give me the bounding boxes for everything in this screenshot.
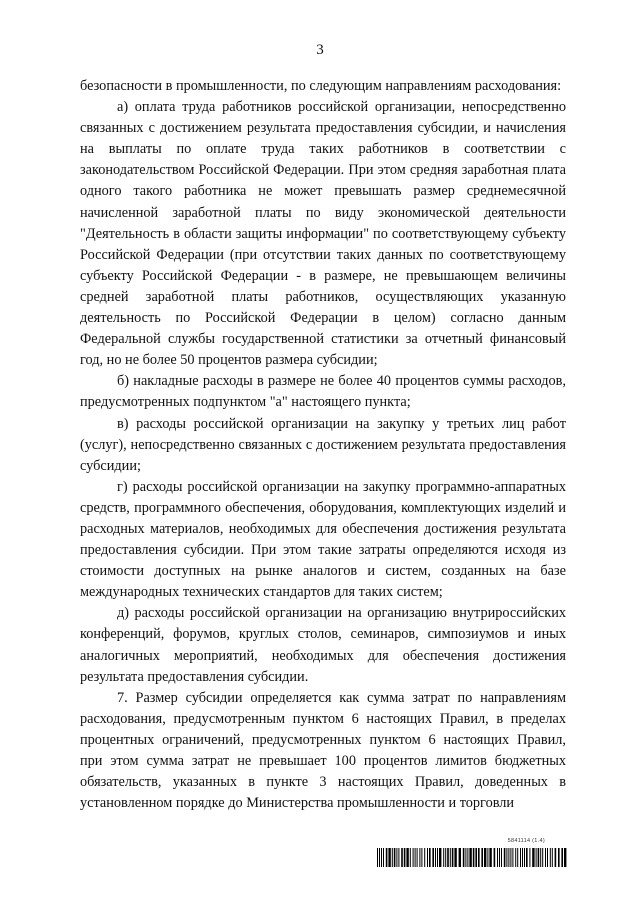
paragraph-item-a: а) оплата труда работников российской организации, непосредственно связанных с достижением результата предоставления субсидии, и начисления на выплаты по оплате труда таких работников в соответствии с законодательством Российской Федерации. При этом средняя заработная плата одного такого работника не может превышать размер среднемесячной начисленной заработной платы по виду экономической деятельности "Деятельность в области защиты информации" по соответствующему субъекту Российской Федерации (при отсутствии таких данных по соответствующему субъекту Российской Федерации - в размере, не превышающем величины средней заработной платы работников, осуществляющих указанную деятельность по Российской Федерации в целом) согласно данным Федеральной службы государственной статистики за отчетный финансовый год, но не более 50 процентов размера субсидии; [80, 99, 566, 369]
barcode-bar [564, 848, 566, 867]
barcode-bar [515, 848, 516, 867]
barcode-bar [558, 848, 560, 867]
barcode-bar [526, 848, 528, 867]
barcode-bar [398, 848, 399, 867]
barcode-bar [419, 848, 420, 867]
barcode-bar [394, 848, 396, 867]
barcode-bar [388, 848, 390, 867]
barcode-bar [538, 848, 540, 867]
barcode-bar [439, 848, 441, 867]
barcode-bar [424, 848, 425, 867]
barcode-bar [501, 848, 502, 867]
barcode-bar [452, 848, 454, 867]
barcode-bar [555, 848, 557, 867]
barcode-bar [410, 848, 411, 867]
barcode-bar [386, 848, 388, 867]
paragraph-intro: безопасности в промышленности, по следующим направлениям расходования: [80, 78, 562, 94]
barcode-bar [377, 848, 378, 867]
barcode-bar [550, 848, 551, 867]
barcode-bar [445, 848, 446, 867]
barcode-bar [494, 848, 496, 867]
barcode-bar [497, 848, 498, 867]
barcode-bar [489, 848, 491, 867]
barcode-bar [450, 848, 451, 867]
barcode-bar [529, 848, 530, 867]
barcode-bar [536, 848, 537, 867]
barcode-image [377, 848, 567, 867]
barcode-bar [467, 848, 468, 867]
barcode-bar [465, 848, 466, 867]
barcode-bar [561, 848, 563, 867]
paragraph-clause-7: 7. Размер субсидии определяется как сумма затрат по направлениям расходования, предусмотренным пунктом 6 настоящих Правил, в пределах процентных ограничений, предусмотренных пунктом 6 настоящих Правил, при этом сумма затрат не превышает 100 процентов лимитов бюджетных обязательств, указанных в пункте 3 настоящих Правил, доведенных в установленном порядке до Министерства промышленности и торговли [80, 689, 566, 812]
barcode-bar [484, 848, 486, 867]
document-code: 5841114 (1.4) [507, 838, 545, 844]
barcode-bar [524, 848, 525, 867]
barcode-bar [383, 848, 384, 867]
barcode-bar [487, 848, 488, 867]
barcode-bar [413, 848, 414, 867]
barcode-bar [381, 848, 382, 867]
page-number: 3 [316, 42, 324, 58]
barcode-bar [481, 848, 483, 867]
paragraph-item-d: д) расходы российской организации на организацию внутрироссийских конференций, форумов, круглых столов, семинаров, симпозиумов и иных аналогичных мероприятий, необходимых для обеспечения достижения результата предоставления субсидии. [80, 605, 566, 685]
barcode-bar [417, 848, 418, 867]
barcode-bar [437, 848, 438, 867]
barcode-bar [404, 848, 406, 867]
barcode-bar [396, 848, 397, 867]
barcode-bar [401, 848, 403, 867]
barcode-bar [520, 848, 521, 867]
barcode-bar [547, 848, 548, 867]
barcode-bar [478, 848, 480, 867]
barcode-bar [508, 848, 509, 867]
barcode-bar [392, 848, 393, 867]
barcode-bar [504, 848, 506, 867]
paragraph-item-b: б) накладные расходы в размере не более 40 процентов суммы расходов, предусмотренных подпунктом "а" настоящего пункта; [80, 373, 566, 411]
barcode-bar [429, 848, 431, 867]
paragraph-item-v: в) расходы российской организации на закупку у третьих лиц работ (услуг), непосредственно связанных с достижением результата предоставления субсидии; [80, 415, 566, 474]
barcode-bar [469, 848, 471, 867]
barcode-bar [506, 848, 507, 867]
barcode-bar [427, 848, 428, 867]
barcode-bar [463, 848, 465, 867]
barcode-bar [421, 848, 422, 867]
barcode-bar [522, 848, 523, 867]
barcode-bar [415, 848, 416, 867]
barcode-bar [499, 848, 500, 867]
barcode-bar [532, 848, 534, 867]
barcode-bar [435, 848, 436, 867]
barcode-bar [510, 848, 511, 867]
barcode-bar [447, 848, 449, 867]
barcode-bar [406, 848, 408, 867]
barcode-bar [552, 848, 553, 867]
barcode-bar [473, 848, 475, 867]
barcode-bar [545, 848, 546, 867]
barcode-bar [379, 848, 380, 867]
barcode-bar [517, 848, 518, 867]
barcode-bar [540, 848, 541, 867]
barcode-bar [512, 848, 513, 867]
barcode-bar [454, 848, 456, 867]
barcode-bar [443, 848, 444, 867]
barcode-bar [542, 848, 543, 867]
document-body [80, 76, 566, 814]
paragraph-item-g: г) расходы российской организации на закупку программно-аппаратных средств, программного обеспечения, оборудования, комплектующих изделий и расходных материалов, необходимых для обеспечения достижения результата предоставления субсидии. При этом такие затраты определяются исходя из стоимости доступных на рынке аналогов и систем, созданных на базе международных технических стандартов для таких систем; [80, 478, 566, 601]
barcode-bar [475, 848, 477, 867]
barcode-bar [459, 848, 461, 867]
barcode-bar [432, 848, 434, 867]
